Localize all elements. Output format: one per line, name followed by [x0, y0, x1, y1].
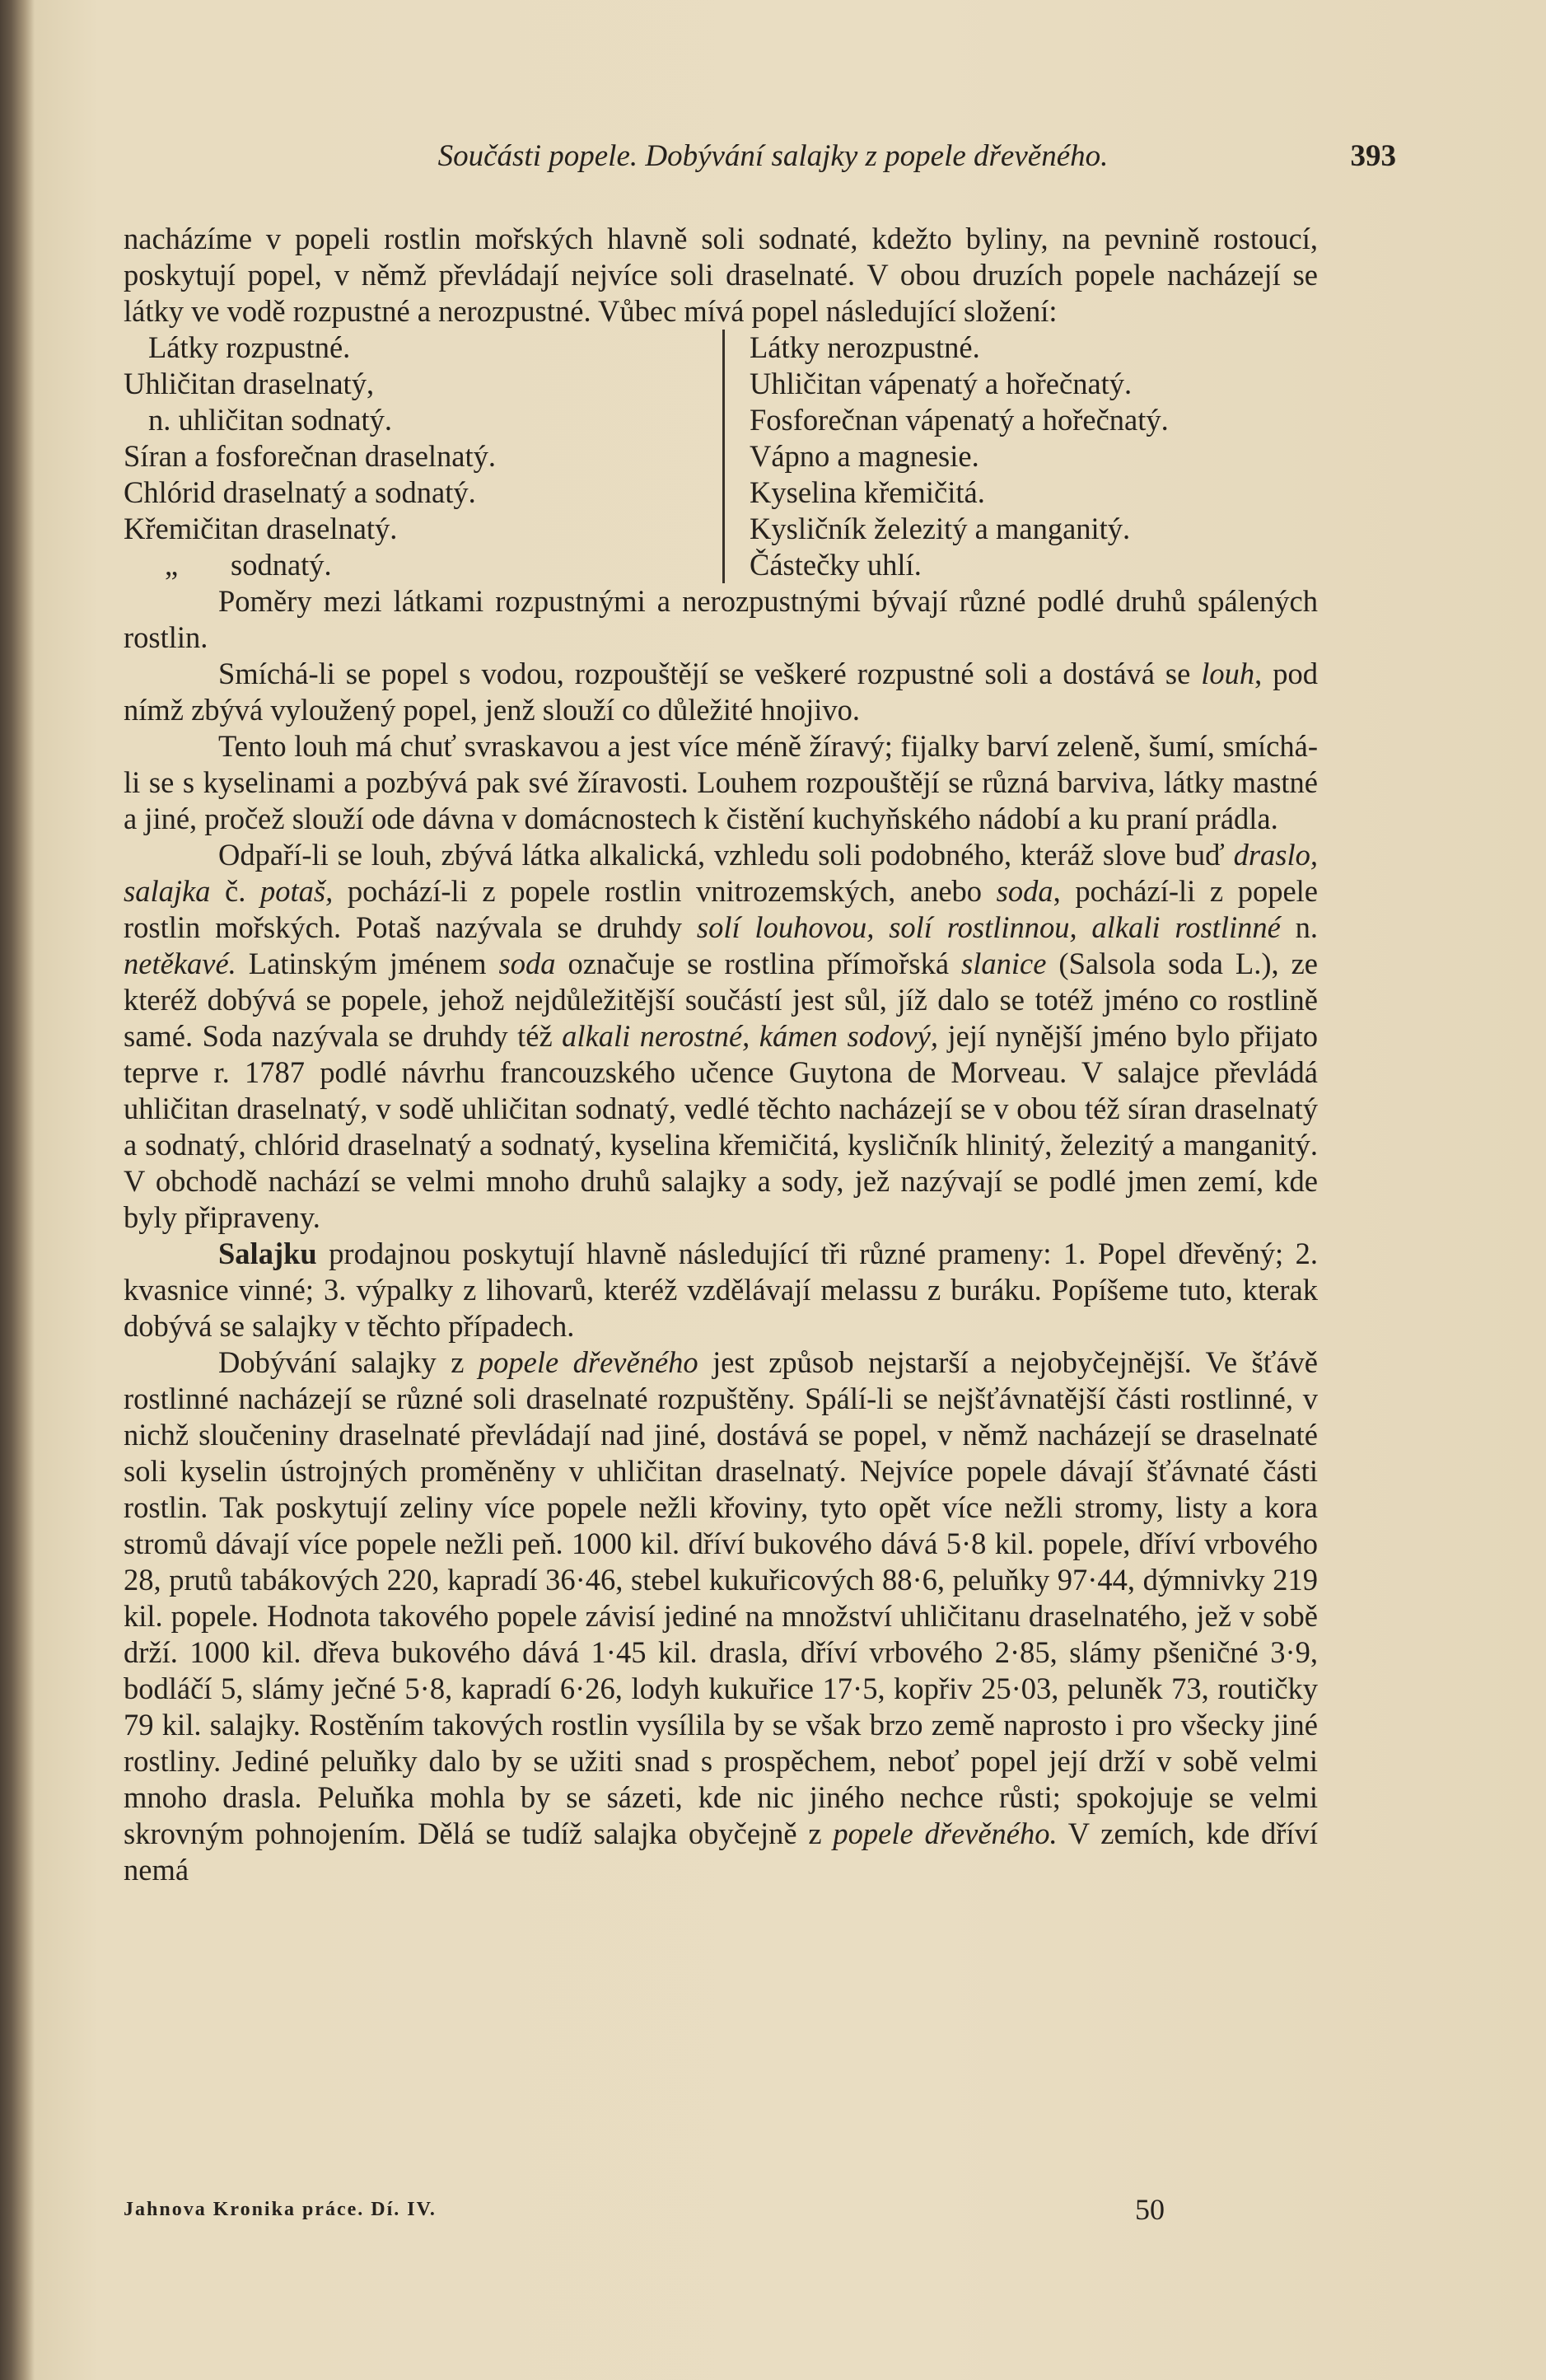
term-salajku: Salajku: [218, 1237, 317, 1270]
paragraph-potash-soda: Odpaří-li se louh, zbývá látka alkalická, vzhledu soli podobného, kteráž slove buď draslo, salajka č. potaš, pochází-li z popele rostlin vnitrozemských, anebo soda, pochází-li z popele rostlin mořských. Potaš nazývala se druhdy solí louhovou, solí rostlinnou, alkali rostlinné n. netěkavé. Latinským jménem soda označuje se rostlina přímořská slanice (Salsola soda L.), ze kteréž dobývá se popele, jehož nejdůležitější součástí jest sůl, jíž dalo se totéž jméno co rostlině samé. Soda nazývala se druhdy též alkali nerostné, kámen sodový, její nynější jméno bylo přijato teprve r. 1787 podlé návrhu francouzského učence Guytona de Morveau. V salajce převládá uhličitan draselnatý, v sodě uhličitan sodnatý, vedlé těchto nacházejí se v obou též síran draselnatý a sodnatý, chlórid draselnatý a sodnatý, kyselina křemičitá, kysličník hlinitý, železitý a manganitý. V obchodě nachází se velmi mnoho druhů salajky a sody, jež nazývají se podlé jmen zemí, kde byly připraveny.: [124, 838, 1319, 1234]
term: soda: [996, 874, 1053, 908]
soluble-item: n. uhličitan sodnatý.: [148, 403, 393, 437]
printer-signature: Jahnova Kronika práce. Dí. IV.: [124, 2199, 437, 2220]
ditto-text: sodnatý.: [231, 548, 332, 582]
soluble-item: Síran a fosforečnan draselnatý.: [124, 439, 497, 473]
body-text: [124, 221, 1318, 1888]
term: netěkavé.: [124, 947, 236, 980]
soluble-item: Uhličitan draselnatý,: [124, 367, 375, 400]
running-title: Součásti popele. Dobývání salajky z popele dřevěného.: [437, 139, 1109, 173]
paragraph-lye-properties: Tento louh má chuť svraskavou a jest více méně žíravý; fijalky barví zeleně, šumí, smíchá-li se s kyselinami a pozbývá pak své žíravosti. Louhem rozpouštějí se různá barviva, látky mastné a jiné, pročež slouží ode dávna v domácnostech k čistění kuchyňského nádobí a ku praní prádla.: [124, 729, 1318, 835]
paragraph-sources: Salajku prodajnou poskytují hlavně následující tři různé prameny: 1. Popel dřevěný; 2. kvasnice vinné; 3. výpalky z lihovarů, kteréž vzdělávají melassu z buráku. Popíšeme tuto, kterak dobývá se salajky v těchto případech.: [124, 1237, 1318, 1343]
term: alkali nerostné, kámen sodový,: [562, 1019, 939, 1053]
soluble-item: Křemičitan draselnatý.: [124, 512, 398, 545]
insoluble-list: [750, 366, 1318, 583]
term: popele dřevěného.: [833, 1817, 1058, 1850]
page-footer: [124, 2190, 1318, 2229]
composition-table: [124, 330, 1318, 583]
paragraph-proportions: Poměry mezi látkami rozpustnými a nerozpustnými bývají různé podlé druhů spálených rostlin.: [124, 584, 1318, 654]
book-binding-edge: [0, 0, 35, 2380]
insoluble-header: Látky nerozpustné.: [750, 330, 980, 364]
insoluble-item: Kysličník železitý a manganitý.: [750, 512, 1131, 545]
soluble-header: Látky rozpustné.: [148, 330, 351, 364]
sheet-number: 50: [1135, 2193, 1165, 2226]
paragraph-wood-ash: Dobývání salajky z popele dřevěného jest způsob nejstarší a nejobyčejnější. Ve šťávě rostlinné nacházejí se různé soli draselnaté rozpuštěny. Spálí-li se nejšťávnatější části rostlinné, v nichž sloučeniny draselnaté převládají nad jiné, dostává se popel, v němž nacházejí se draselnaté soli kyselin ústrojných proměněny v uhličitan draselnatý. Nejvíce popele dávají šťávnaté části rostlin. Tak poskytují zeliny více popele nežli křoviny, tyto opět více nežli stromy, listy a kora stromů dávají více popele nežli peň. 1000 kil. dříví bukového dává 5·8 kil. popele, dříví vrbového 28, prutů tabákových 220, kapradí 36·46, stebel kukuřicových 88·6, peluňky 97·44, dýmnivky 219 kil. popele. Hodnota takového popele závisí jediné na množství uhličitanu draselnatého, jež v sobě drží. 1000 kil. dřeva bukového dává 1·45 kil. drasla, dříví vrbového 2·85, slámy pšeničné 3·9, bodláčí 5, slámy ječné 5·8, kapradí 6·26, lodyh kukuřice 17·5, kopřiv 25·03, peluněk 73, routičky 79 kil. salajky. Rostěním takových rostlin vysílila by se však brzo země naprosto i pro všecky jiné rostliny. Jediné peluňky dalo by se užiti snad s prospěchem, neboť popel její drží v sobě velmi mnoho drasla. Peluňka mohla by se sázeti, kde nic jiného nechce růsti; spokojuje se velmi skrovným pohnojením. Dělá se tudíž salajka obyčejně z popele dřevěného. V zemích, kde dříví nemá: [124, 1345, 1318, 1887]
soluble-list: [124, 366, 706, 583]
insoluble-item: Fosforečnan vápenatý a hořečnatý.: [750, 403, 1169, 437]
soluble-item-ditto: [124, 547, 706, 583]
insoluble-item: Kyselina křemičitá.: [750, 475, 985, 509]
term: potaš,: [260, 874, 334, 908]
term: draslo, salajka: [124, 838, 1318, 908]
insoluble-item: Uhličitan vápenatý a hořečnatý.: [750, 367, 1133, 400]
term: popele dřevěného: [478, 1345, 698, 1379]
insoluble-item: Vápno a magnesie.: [750, 439, 979, 473]
soluble-column: [124, 330, 725, 583]
term: soda: [498, 947, 556, 980]
soluble-item: Chlórid draselnatý a sodnatý.: [124, 475, 476, 509]
page-number: 393: [1350, 139, 1396, 173]
insoluble-column: [725, 330, 1318, 583]
insoluble-item: Částečky uhlí.: [750, 548, 922, 582]
page-header: [115, 132, 1431, 181]
intro-paragraph: nacházíme v popeli rostlin mořských hlavně soli sodnaté, kdežto byliny, na pevnině rostoucí, poskytují popel, v němž převládají nejvíce soli draselnaté. V obou druzích popele nacházejí se látky ve vodě rozpustné a nerozpustné. Vůbec mívá popel následující složení:: [124, 222, 1318, 328]
paragraph-lye: Smíchá-li se popel s vodou, rozpouštějí se veškeré rozpustné soli a dostává se louh, pod nímž zbývá vyloužený popel, jenž slouží co důležité hnojivo.: [124, 657, 1319, 727]
term: solí louhovou, solí rostlinnou, alkali rostlinné: [696, 910, 1281, 944]
term-louh: louh: [1201, 657, 1255, 690]
ditto-mark: „: [165, 548, 179, 582]
term: slanice: [961, 947, 1047, 980]
